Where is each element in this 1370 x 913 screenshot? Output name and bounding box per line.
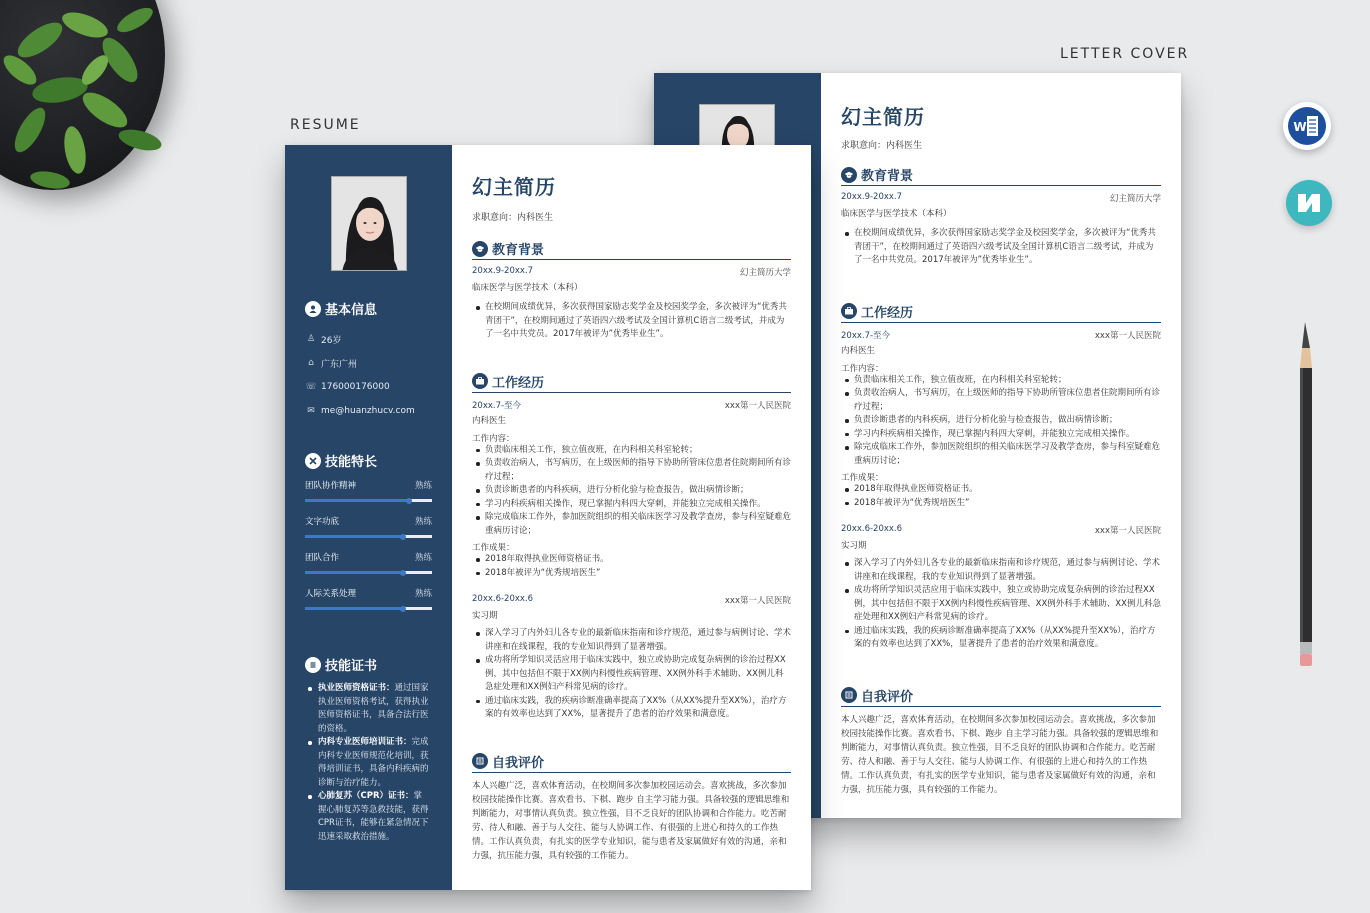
list-item <box>305 682 430 736</box>
skill-bar-knob <box>400 570 406 576</box>
job2-role: 实习期 <box>472 611 498 621</box>
list-item: 深入学习了内外妇儿各专业的最新临床指南和诊疗规范，通过参与病例讨论、学术讲座和在线课程，我的专业知识得到了显著增强。 <box>841 557 1161 584</box>
back-main <box>821 73 1181 797</box>
job1-result-label: 工作成果： <box>472 543 515 553</box>
list-item: 学习内科疾病相关操作，现已掌握内科四大穿刺，并能独立完成相关操作。 <box>841 428 1161 442</box>
edu-date: 20xx.9-20xx.7 <box>472 266 534 276</box>
job2-date: 20xx.6-20xx.6 <box>472 594 534 604</box>
word-app-icon[interactable] <box>1283 102 1331 150</box>
back-job1-content-label: 工作内容： <box>841 363 884 374</box>
basic-info-label: 基本信息 <box>325 303 378 318</box>
back-self-text: 本人兴趣广泛，喜欢体育活动，在校期间多次参加校园运动会。喜欢挑战，多次参加校园技能操作比赛。喜欢看书、下棋、跑步 自主学习能力强。具备较强的逻辑思维和判断能力，对事情认真负责。独立性强，目不乏良好的团队协调和合作能力。吃苦耐劳、待人和融、善于与人交往、能与人协调工作、有很强的上进心和持久的工作热情。工作认真负责，有扎实的医学专业知识，能与患者及家属做好有效的沟通，亲和力强，抗压能力强，具有较强的工作能力。 <box>841 714 1159 795</box>
person-icon: ♙ <box>306 334 316 344</box>
evaluation-icon <box>472 753 488 769</box>
skill-level: 熟练 <box>414 481 432 491</box>
work-title <box>472 372 791 393</box>
plant-leaves-icon <box>0 0 175 195</box>
tools-icon <box>305 453 321 469</box>
skill-level: 熟练 <box>414 553 432 563</box>
list-item: 通过临床实践，我的疾病诊断准确率提高了XX%（从XX%提升至XX%），治疗方案的有效率也达到了XX%，显著提升了患者的治疗效果和满意度。 <box>841 625 1161 652</box>
cert-bold: 内科专业医师培训证书： <box>318 737 412 747</box>
list-item: 深入学习了内外妇儿各专业的最新临床指南和诊疗规范，通过参与病例讨论、学术讲座和在线课程，我的专业知识得到了显著增强。 <box>472 627 791 654</box>
self-label: 自我评价 <box>492 755 545 771</box>
list-item: 除完成临床工作外，参加医院组织的相关临床医学习及教学查房，参与科室疑难危重病历讨论； <box>472 511 791 538</box>
back-job1-results <box>841 483 1161 510</box>
cert-bold: 执业医师资格证书： <box>318 683 395 693</box>
back-job2-date: 20xx.6-20xx.6 <box>841 524 903 534</box>
back-job1-role: 内科医生 <box>841 345 876 356</box>
list-item: 通过临床实践，我的疾病诊断准确率提高了XX%（从XX%提升至XX%），治疗方案的有效率也达到了XX%，显著提升了患者的治疗效果和满意度。 <box>472 695 791 722</box>
education-label: 教育背景 <box>492 243 545 258</box>
self-text: 本人兴趣广泛，喜欢体育活动，在校期间多次参加校园运动会。喜欢挑战，多次参加校园技能操作比赛。喜欢看书、下棋、跑步 自主学习能力强。具备较强的逻辑思维和判断能力，对事情认真负责。独立性强，目不乏良好的团队协调和合作能力。吃苦耐劳、待人和融、善于与人交往、能与人协调工作、有很强的上进心和持久的工作热情。工作认真负责，有扎实的医学专业知识，能与患者及家属做好有效的沟通，亲和力强，抗压能力强，具有较强的工作能力。 <box>472 780 790 861</box>
list-item: 负责临床相关工作，独立值夜班，在内科相关科室轮转； <box>841 374 1161 388</box>
back-job2-content <box>841 557 1161 652</box>
skill-bar-fill <box>305 535 403 538</box>
skill-item <box>305 587 432 623</box>
list-item: 2018年取得执业医师资格证书。 <box>841 483 1161 497</box>
job2-row <box>472 594 791 606</box>
list-item: 2018年被评为“优秀规培医生” <box>841 497 1161 511</box>
cert-text: 完成内科专业医师规范化培训，获得培训证书，具备内科疾病的诊断与治疗能力。 <box>318 737 429 788</box>
certs-label: 技能证书 <box>325 659 378 674</box>
back-job2-role: 实习期 <box>841 541 867 551</box>
resume-sidebar <box>285 145 452 890</box>
back-edu-school: 幻主简历大学 <box>1109 194 1161 204</box>
graduation-cap-icon <box>472 241 488 257</box>
list-item: 负责临床相关工作，独立值夜班，在内科相关科室轮转； <box>472 444 791 458</box>
skill-header <box>305 551 432 563</box>
back-education-title <box>841 165 1161 186</box>
list-item <box>305 790 430 844</box>
list-item: 负责收治病人，书写病历，在上级医师的指导下协助所管床位患者住院期间所有诊疗过程； <box>472 457 791 484</box>
resume-name: 幻主简历 <box>472 175 556 199</box>
info-email[interactable] <box>305 399 432 423</box>
pencil-icon <box>1296 320 1320 670</box>
list-item: 2018年取得执业医师资格证书。 <box>472 553 791 567</box>
skill-header <box>305 515 432 527</box>
edu-major: 临床医学与医学技术（本科） <box>472 283 583 293</box>
skill-level: 熟练 <box>414 517 432 527</box>
back-work-title <box>841 302 1161 323</box>
edu-row <box>472 266 791 278</box>
info-email-text: me@huanzhucv.com <box>321 406 415 416</box>
svg-text:W: W <box>1293 120 1307 134</box>
wps-app-icon[interactable] <box>1286 180 1332 226</box>
skill-name: 人际关系处理 <box>305 589 357 599</box>
resume-caption: RESUME <box>290 117 361 133</box>
back-intent: 求职意向：内科医生 <box>841 141 923 151</box>
skill-bar <box>305 535 432 538</box>
skill-name: 团队协作精神 <box>305 481 357 491</box>
avatar <box>331 176 407 271</box>
list-item: 成功将所学知识灵活应用于临床实践中，独立或协助完成复杂病例的诊治过程XX例，其中包括但不限于XX例内科慢性疾病管理、XX例外科手术辅助、XX例儿科急症处理和XX例妇产科常见病的诊疗。 <box>472 654 791 695</box>
skill-bar <box>305 571 432 574</box>
skills-list <box>305 479 432 623</box>
list-item: 在校期间成绩优异，多次获得国家励志奖学金及校园奖学金，多次被评为“优秀共青团干”，在校期间通过了英语四六级考试及全国计算机C语言二级考试，并成为了一名中共党员。2017年被评为”优秀毕业生”。 <box>841 227 1161 268</box>
basic-info-list <box>305 327 432 423</box>
list-item: 除完成临床工作外，参加医院组织的相关临床医学习及教学查房，参与科室疑难危重病历讨论； <box>841 441 1161 468</box>
info-location <box>305 351 432 375</box>
briefcase-icon <box>472 373 488 389</box>
back-edu-date: 20xx.9-20xx.7 <box>841 192 903 202</box>
back-job2-row <box>841 524 1161 536</box>
mail-icon: ✉ <box>307 406 315 416</box>
skills-label: 技能特长 <box>325 455 378 470</box>
skill-bar-knob <box>406 498 412 504</box>
resume-main <box>452 145 811 863</box>
list-item: 2018年被评为“优秀规培医生” <box>472 567 791 581</box>
resume-intent: 求职意向：内科医生 <box>472 213 554 223</box>
list-item: 负责诊断患者的内科疾病，进行分析化验与检查报告，做出病情诊断； <box>472 484 791 498</box>
info-phone <box>305 375 432 399</box>
cert-bold: 心肺复苏（CPR）证书： <box>318 791 414 801</box>
back-job2-org: xxx第一人民医院 <box>1094 526 1161 536</box>
back-work-label: 工作经历 <box>861 305 914 321</box>
back-job1-date: 20xx.7-至今 <box>841 330 891 341</box>
briefcase-icon <box>841 303 857 319</box>
certificate-icon <box>305 657 321 673</box>
skill-bar-knob <box>400 534 406 540</box>
skill-bar-fill <box>305 607 403 610</box>
skill-bar-fill <box>305 499 409 502</box>
wps-logo-icon <box>1295 191 1323 215</box>
home-icon: ⌂ <box>308 358 314 368</box>
skill-bar <box>305 607 432 610</box>
skill-name: 团队合作 <box>305 553 340 563</box>
back-self-label: 自我评价 <box>861 689 914 705</box>
cert-text: 掌握心肺复苏等急救技能，获得CPR证书，能够在紧急情况下迅速采取救治措施。 <box>318 791 429 842</box>
list-item: 学习内科疾病相关操作，现已掌握内科四大穿刺，并能独立完成相关操作。 <box>472 498 791 512</box>
graduation-cap-icon <box>841 167 857 183</box>
info-age <box>305 327 432 351</box>
education-title <box>472 239 791 260</box>
job1-content-label: 工作内容： <box>472 433 515 444</box>
list-item: 在校期间成绩优异，多次获得国家励志奖学金及校园奖学金，多次被评为“优秀共青团干”，在校期间通过了英语四六级考试及全国计算机C语言二级考试，并成为了一名中共党员。2017年被评为”优秀毕业生”。 <box>472 301 791 342</box>
back-job1-row <box>841 329 1161 341</box>
skill-bar-fill <box>305 571 403 574</box>
certs-list <box>305 682 430 844</box>
work-label: 工作经历 <box>492 375 545 391</box>
back-job1-result-label: 工作成果： <box>841 473 884 483</box>
skill-name: 文字功底 <box>305 517 340 527</box>
back-edu-bullets <box>841 227 1161 268</box>
phone-icon: ☏ <box>305 382 317 392</box>
skill-level: 熟练 <box>414 589 432 599</box>
skill-header <box>305 587 432 599</box>
list-item: 负责收治病人，书写病历，在上级医师的指导下协助所管床位患者住院期间所有诊疗过程； <box>841 387 1161 414</box>
word-logo-icon <box>1287 106 1327 146</box>
info-age-text: 26岁 <box>321 335 342 346</box>
edu-bullets <box>472 301 791 342</box>
back-name: 幻主简历 <box>841 105 925 129</box>
job2-org: xxx第一人民医院 <box>724 596 791 606</box>
basic-info-title <box>305 299 377 318</box>
back-edu-major: 临床医学与医学技术（本科） <box>841 209 952 219</box>
self-title <box>472 752 791 773</box>
skills-title <box>305 451 377 470</box>
skill-item <box>305 515 432 551</box>
back-job1-org: xxx第一人民医院 <box>1094 330 1161 341</box>
back-education-label: 教育背景 <box>861 169 914 184</box>
portrait-icon <box>332 177 407 271</box>
list-item <box>305 736 430 790</box>
list-item: 负责诊断患者的内科疾病，进行分析化验与检查报告，做出病情诊断； <box>841 414 1161 428</box>
job1-row <box>472 399 791 411</box>
back-self-title <box>841 686 1161 707</box>
skill-item <box>305 479 432 515</box>
letter-cover-caption: LETTER COVER <box>1060 46 1190 62</box>
job1-results <box>472 553 791 580</box>
certs-title <box>305 655 377 674</box>
cert-text: 通过国家执业医师资格考试，获得执业医师资格证书，具备合法行医的资格。 <box>318 683 429 734</box>
job1-date: 20xx.7-至今 <box>472 400 522 411</box>
info-location-text: 广东广州 <box>321 359 358 370</box>
list-item: 成功将所学知识灵活应用于临床实践中，独立或协助完成复杂病例的诊治过程XX例，其中包括但不限于XX例内科慢性疾病管理、XX例外科手术辅助、XX例儿科急症处理和XX例妇产科常见病的诊疗。 <box>841 584 1161 625</box>
evaluation-icon <box>841 687 857 703</box>
skill-bar <box>305 499 432 502</box>
resume-page <box>285 145 811 890</box>
job1-role: 内科医生 <box>472 415 507 426</box>
job2-content <box>472 627 791 722</box>
edu-school: 幻主简历大学 <box>739 268 791 278</box>
info-phone-text: 176000176000 <box>321 382 390 392</box>
skill-header <box>305 479 432 491</box>
back-job1-content <box>841 374 1161 469</box>
job1-org: xxx第一人民医院 <box>724 400 791 411</box>
user-circle-icon <box>305 301 321 317</box>
skill-item <box>305 551 432 587</box>
skill-bar-knob <box>400 606 406 612</box>
job1-content <box>472 444 791 539</box>
back-edu-row <box>841 192 1161 204</box>
